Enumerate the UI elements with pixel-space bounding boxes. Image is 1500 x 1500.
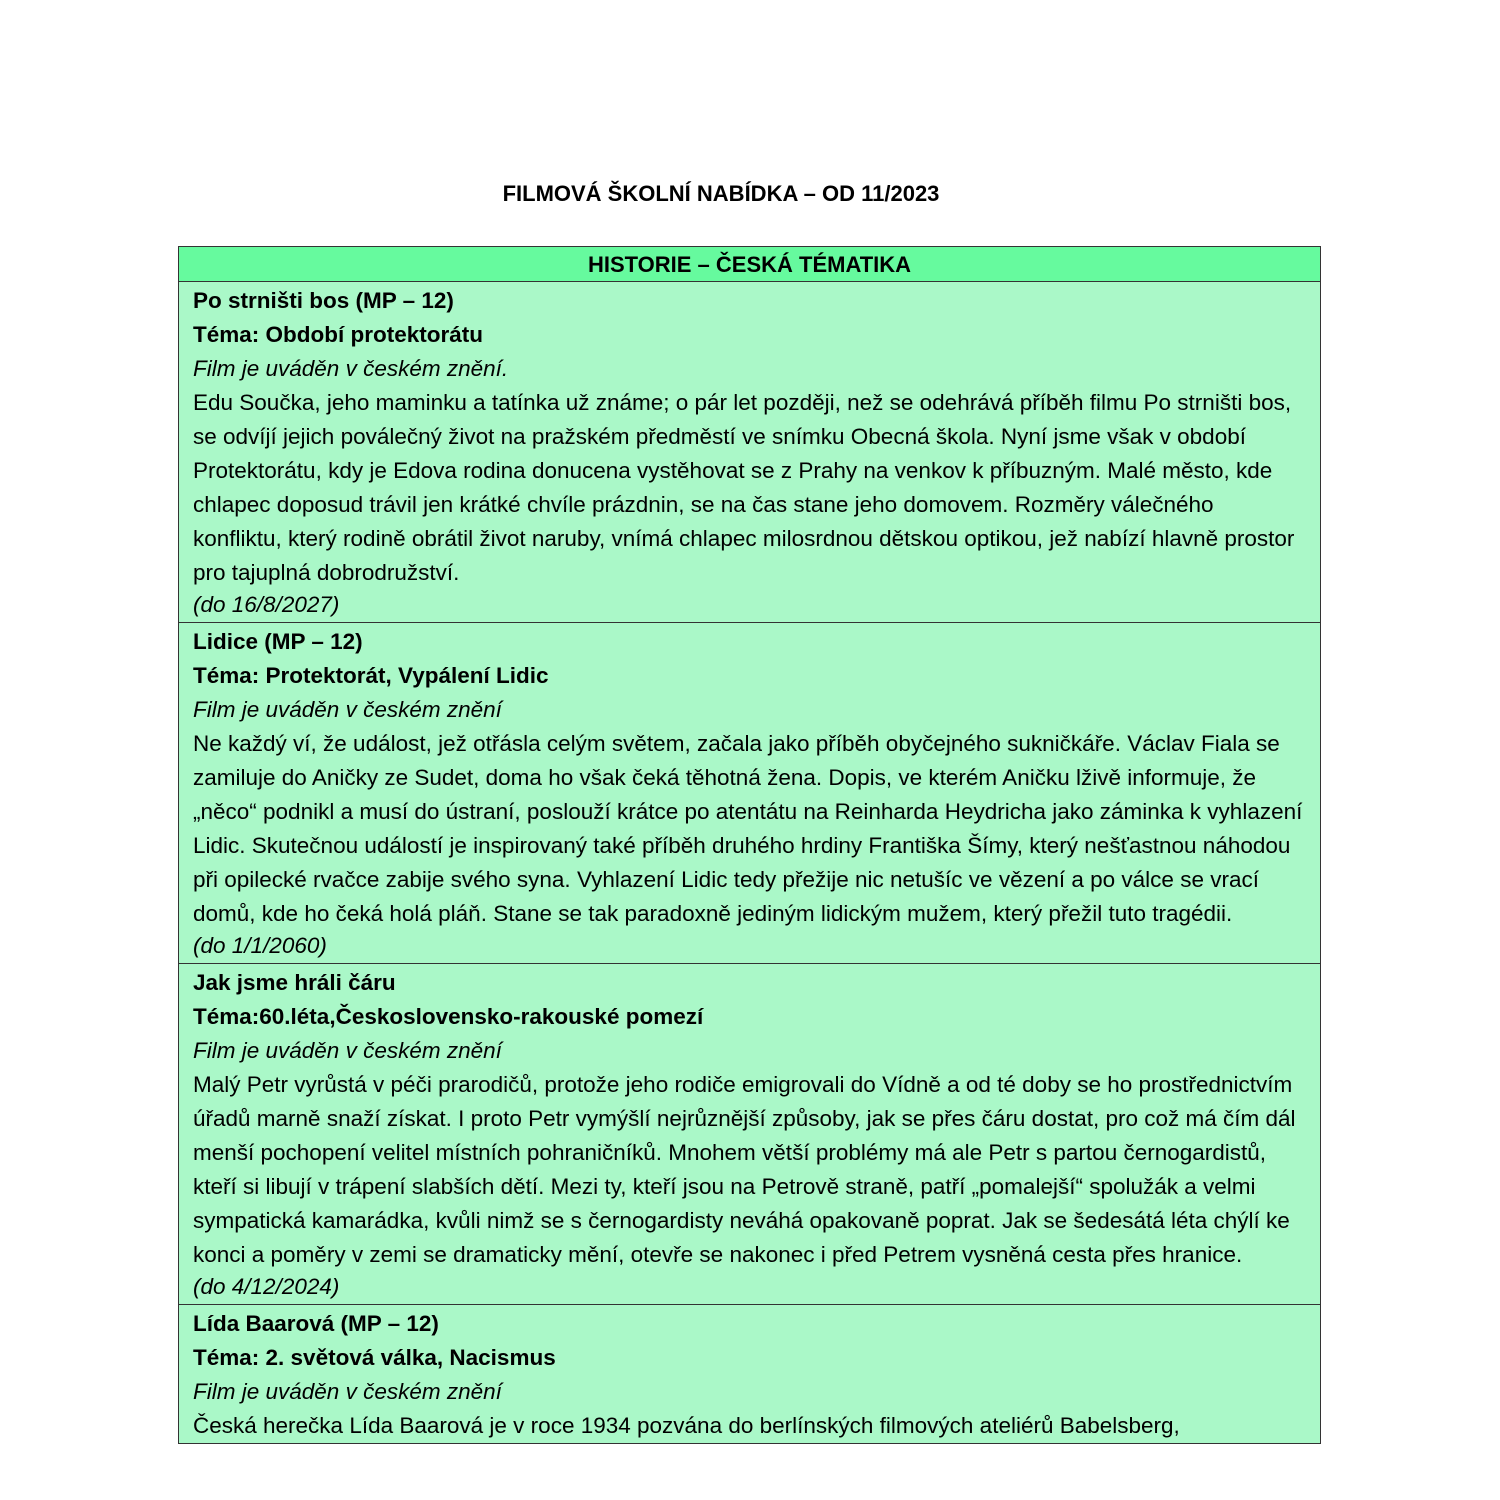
section-header: HISTORIE – ČESKÁ TÉMATIKA: [179, 247, 1320, 282]
film-title: Lída Baarová (MP – 12): [193, 1311, 439, 1336]
film-title: Po strništi bos (MP – 12): [193, 288, 454, 313]
film-language-note: Film je uváděn v českém znění: [193, 697, 502, 722]
film-language-note: Film je uváděn v českém znění: [193, 1038, 502, 1063]
film-description: Ne každý ví, že událost, jež otřásla celým světem, začala jako příběh obyčejného sukničkáře. Václav Fiala se zamiluje do Aničky ze Sudet, doma ho však čeká těhotná žena. Dopis, ve kterém Aničku lživě informuje, že „něco“ podnikl a musí do ústraní, poslouží krátce po atentátu na Reinharda Heydricha jako záminka k vyhlazení Lidic. Skutečnou událostí je inspirovaný také příběh druhého hrdiny Františka Šímy, který nešťastnou náhodou při opilecké rvačce zabije svého syna. Vyhlazení Lidic tedy přežije nic netušíc ve vězení a po válce se vrací domů, kde ho čeká holá pláň. Stane se tak paradoxně jediným lidickým mužem, který přežil tuto tragédii.: [193, 731, 1303, 926]
film-description: Malý Petr vyrůstá v péči prarodičů, protože jeho rodiče emigrovali do Vídně a od té doby se ho prostřednictvím úřadů marně snaží získat. I proto Petr vymýšlí nejrůznější způsoby, jak se přes čáru dostat, pro což má čím dál menší pochopení velitel místních pohraničníků. Mnohem větší problémy má ale Petr s partou černogardistů, kteří si libují v trápení slabších dětí. Mezi ty, kteří jsou na Petrově straně, patří „pomalejší“ spolužák a velmi sympatická kamarádka, kvůli nimž se s černogardisty neváhá opakovaně poprat. Jak se šedesátá léta chýlí ke konci a poměry v zemi se dramaticky mění, otevře se nakonec i před Petrem vysněná cesta přes hranice.: [193, 1072, 1296, 1267]
film-description: Česká herečka Lída Baarová je v roce 1934 pozvána do berlínských filmových ateliérů Babelsberg,: [193, 1413, 1180, 1438]
film-entry: [179, 964, 1320, 1305]
film-entry: [179, 1305, 1320, 1443]
film-theme: Téma:60.léta,Československo-rakouské pomezí: [193, 1004, 704, 1029]
film-description: Edu Součka, jeho maminku a tatínka už známe; o pár let později, než se odehrává příběh filmu Po strništi bos, se odvíjí jejich poválečný život na pražském předměstí ve snímku Obecná škola. Nyní jsme však v období Protektorátu, kdy je Edova rodina donucena vystěhovat se z Prahy na venkov k příbuzným. Malé město, kde chlapec doposud trávil jen krátké chvíle prázdnin, se na čas stane jeho domovem. Rozměry válečného konfliktu, který rodině obrátil život naruby, vnímá chlapec milosrdnou dětskou optikou, jež nabízí hlavně prostor pro tajuplná dobrodružství.: [193, 390, 1295, 585]
film-entry: [179, 282, 1320, 623]
film-theme: Téma: Období protektorátu: [193, 322, 484, 347]
film-language-note: Film je uváděn v českém znění.: [193, 356, 509, 381]
film-language-note: Film je uváděn v českém znění: [193, 1379, 502, 1404]
film-title: Lidice (MP – 12): [193, 629, 363, 654]
film-title: Jak jsme hráli čáru: [193, 970, 396, 995]
film-availability: (do 1/1/2060): [193, 933, 327, 958]
film-entry: [179, 623, 1320, 964]
page-title: FILMOVÁ ŠKOLNÍ NABÍDKA – OD 11/2023: [502, 181, 940, 206]
film-table: [178, 246, 1321, 1444]
film-theme: Téma: 2. světová válka, Nacismus: [193, 1345, 556, 1370]
film-theme: Téma: Protektorát, Vypálení Lidic: [193, 663, 549, 688]
film-availability: (do 4/12/2024): [193, 1274, 340, 1299]
film-availability: (do 16/8/2027): [193, 592, 340, 617]
